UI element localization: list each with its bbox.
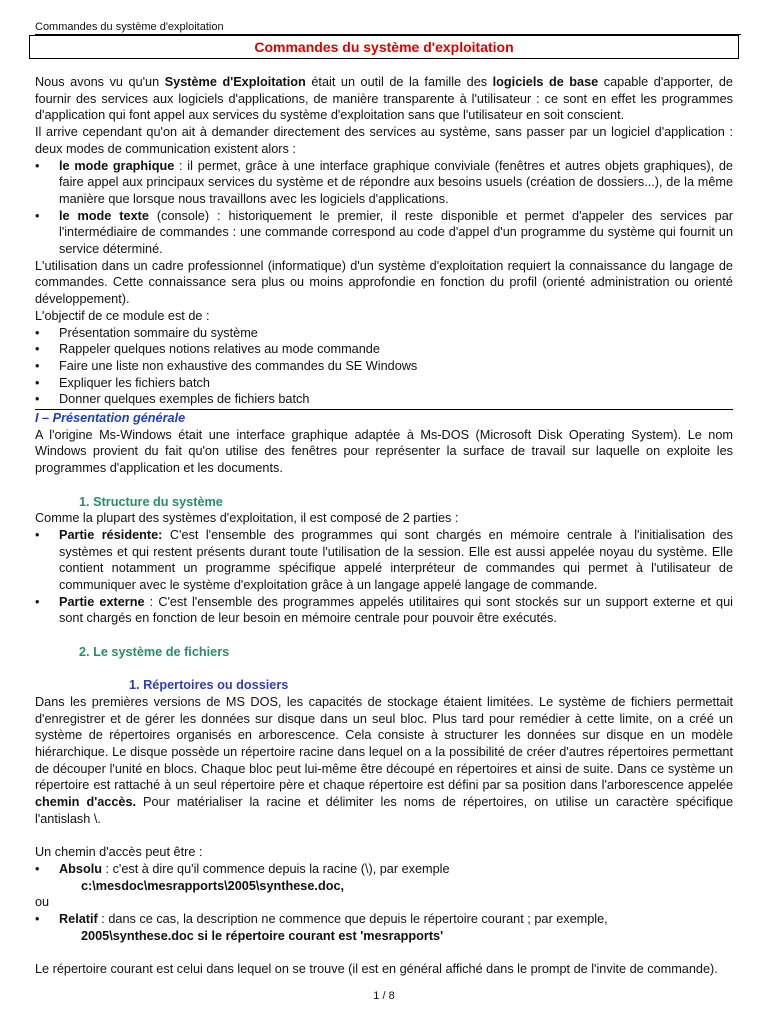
structure-intro: Comme la plupart des systèmes d'exploitation, il est composé de 2 parties : [35,511,459,526]
chemin-intro: Un chemin d'accès peut être : [35,845,203,860]
section-title: I – Présentation générale [35,411,186,426]
title-box [29,35,739,59]
intro-paragraph-1: Nous avons vu qu'un Système d'Exploitation était un outil de la famille des logiciels de base capable d'apporter, de fournir des services aux logiciels d'applications, de manière transparente à l'utilisateur : ce sont en effet les programmes d'application qui font appel aux services du système d'exploitation sans que l'utilisateur en soit conscient. [35,75,733,123]
section-paragraph: A l'origine Ms-Windows était une interface graphique adaptée à Ms-DOS (Microsoft Disk Operating System). Le nom Windows provient du fait qu'on utilise des fenêtres pour représenter la surface de travail sur laquelle on exploite les programmes d'application et les documents. [35,427,733,476]
mode-texte-item: • le mode texte (console) : historiquement le premier, il reste disponible et permet d'appeler des services par l'intermédiaire de commandes : une commande correspond au code d'appel d'un programme du système qui fournit un service déterminé. [35,208,733,257]
intro-paragraph-2: Il arrive cependant qu'on ait à demander directement des services au système, sans passer par un logiciel d'application : deux modes de communication existent alors : [35,125,733,156]
subsection-title-fs: 2. Le système de fichiers [79,644,230,659]
repertoires-paragraph: Dans les premières versions de MS DOS, les capacités de stockage étaient limitées. Le système de fichiers permettait d'enregistrer et de gérer les données sur disque dans un seul bloc. Plus tard pour remédier à cette limite, on a créé un système de répertoires organisés en arborescence. Cela consiste à structurer les données sur disque en un modèle hiérarchique. Le disque possède un répertoire racine dans lequel on a la possibilité de créer d'autres répertoires permettant de découper l'unité en blocs. Chaque bloc peut lui-même être découpé en répertoires et ainsi de suite. Dans ce système un répertoire est rattaché à un seul répertoire père et chaque répertoire est défini par sa position dans l'arborescence appelée chemin d'accès. Pour matérialiser la racine et délimiter les noms de répertoires, on utilise un caractère spécifique l'antislash \. [35,694,733,826]
relatif-example: 2005\synthese.doc si le répertoire courant est 'mesrapports' [81,928,444,943]
page-title: Commandes du système d'exploitation [254,39,514,55]
bullet: • [35,527,40,542]
courant-paragraph: Le répertoire courant est celui dans lequel on se trouve (il est en général affiché dans le prompt de l'invite de commande). [35,962,718,977]
relatif-item: • Relatif : dans ce cas, la description ne commence que depuis le répertoire courant ; par exemple, [35,912,608,927]
page-number: 1 / 8 [373,990,395,1002]
ou-text: ou [35,895,50,910]
list-item: • Donner quelques exemples de fichiers batch [35,392,310,407]
list-item: • Faire une liste non exhaustive des commandes du SE Windows [35,358,418,373]
partie-externe-item: • Partie externe : C'est l'ensemble des programmes appelés utilitaires qui sont stockés sur un support externe et qui sont chargés en fonction de leur besoin en mémoire centrale pour pouvoir être exécutés. [35,594,733,626]
bullet: • [35,208,40,223]
absolu-item: • Absolu : c'est à dire qu'il commence depuis la racine (\), par exemple [35,861,450,876]
list-item: • Rappeler quelques notions relatives au mode commande [35,342,380,357]
bullet: • [35,861,40,876]
list-item: • Expliquer les fichiers batch [35,375,210,390]
partie-residente-item: • Partie résidente: C'est l'ensemble des programmes qui sont chargés en mémoire centrale à l'initialisation des systèmes et qui restent présents durant toute l'utilisation de la session. Elle est aussi appelée noyau du système. Elle contient notamment un programme spécifique appelé interpréteur de commandes qui permet à l'utilisateur de communiquer avec le système d'exploitation grâce à un langage appelé langage de commande. [35,527,733,593]
absolu-example: c:\mesdoc\mesrapports\2005\synthese.doc, [81,878,345,893]
subsection-title-structure: 1. Structure du système [79,494,223,509]
subsection-title-repertoires: 1. Répertoires ou dossiers [129,678,289,693]
running-header: Commandes du système d'exploitation [35,21,741,35]
bullet: • [35,912,40,927]
list-item: • Présentation sommaire du système [35,325,258,340]
objectives-list [35,325,733,409]
intro-paragraph-4: L'objectif de ce module est de : [35,308,210,323]
bullet: • [35,594,40,609]
document-body [35,74,733,978]
bullet: • [35,158,40,173]
mode-graphique-item: • le mode graphique : il permet, grâce à une interface graphique conviviale (fenêtres et autres objets graphiques), de faire appel aux principaux services du système et de répondre aux besoins usuels (création de dossiers...), de la même manière que lorsque nous travaillons avec les logiciels d'applications. [35,158,733,206]
intro-paragraph-3: L'utilisation dans un cadre professionnel (informatique) d'un système d'exploitation requiert la connaissance du langage de commandes. Cette connaissance sera plus ou moins approfondie en fonction du profil (orienté administration ou orienté développement). [35,258,733,307]
